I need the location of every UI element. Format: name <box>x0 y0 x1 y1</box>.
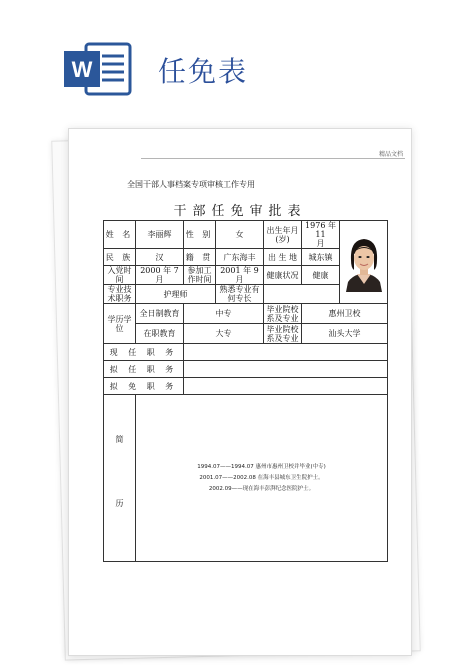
row-full-time-edu <box>104 304 388 324</box>
value-current-post <box>184 344 388 361</box>
resume-line-2: 2001.07——2002.08 在海丰县城东卫生院护士。 <box>199 474 324 481</box>
value-birthplace: 城东镇 <box>302 249 340 266</box>
resume-line-3: 2002.09——现在海丰彭湃纪念医院护士。 <box>208 485 315 492</box>
value-party-join: 2000 年 7 月 <box>136 266 184 285</box>
value-health: 健康 <box>302 266 340 285</box>
label-resume-char-1: 简 <box>115 435 124 444</box>
label-name: 姓 名 <box>104 221 136 249</box>
value-in-service-edu: 大专 <box>184 324 264 344</box>
document-header <box>0 0 474 110</box>
row-resume <box>104 395 388 562</box>
row-proposed-removal <box>104 378 388 395</box>
photo-cell <box>340 221 388 304</box>
value-full-time-edu: 中专 <box>184 304 264 324</box>
word-document-icon <box>62 40 132 98</box>
label-tech-title: 专业技术职务 <box>104 285 136 304</box>
value-full-time-school: 惠州卫校 <box>302 304 388 324</box>
row-name <box>104 221 388 249</box>
corner-label: 精品文档 <box>378 151 403 158</box>
resume-content <box>136 395 388 562</box>
document-name: 任免表 <box>158 55 249 88</box>
form-table <box>103 220 388 562</box>
value-proposed-removal <box>184 378 388 395</box>
word-letter: W <box>71 57 93 82</box>
label-expertise: 熟悉专业有何专长 <box>216 285 264 304</box>
label-in-service-school: 毕业院校系及专业 <box>264 324 302 344</box>
value-proposed-post <box>184 361 388 378</box>
label-party-join: 入党时间 <box>104 266 136 285</box>
label-resume <box>104 395 136 562</box>
label-birth: 出生年月(岁) <box>264 221 302 249</box>
label-in-service: 在职教育 <box>136 324 184 344</box>
value-birth: 1976 年 11 月 <box>302 221 340 249</box>
portrait-image <box>340 232 387 292</box>
label-native-place: 籍 贯 <box>184 249 216 266</box>
row-proposed-post <box>104 361 388 378</box>
label-birthplace: 出 生 地 <box>264 249 302 266</box>
label-proposed-removal: 拟 免 职 务 <box>104 378 184 395</box>
row-current-post <box>104 344 388 361</box>
row-in-service-edu <box>104 324 388 344</box>
value-ethnicity: 汉 <box>136 249 184 266</box>
value-gender: 女 <box>216 221 264 249</box>
label-resume-char-2: 历 <box>115 499 124 508</box>
portrait-photo <box>340 232 387 292</box>
value-native-place: 广东海丰 <box>216 249 264 266</box>
label-full-time-school: 毕业院校系及专业 <box>264 304 302 324</box>
value-tech-title: 护理师 <box>136 285 216 304</box>
header-rule <box>141 158 405 159</box>
label-work-start: 参加工作时间 <box>184 266 216 285</box>
label-ethnicity: 民 族 <box>104 249 136 266</box>
value-in-service-school: 汕头大学 <box>302 324 388 344</box>
document-page <box>68 128 412 656</box>
form-title: 干部任免审批表 <box>173 204 307 219</box>
label-proposed-post: 拟 任 职 务 <box>104 361 184 378</box>
approval-form <box>103 220 387 562</box>
label-gender: 性 别 <box>184 221 216 249</box>
label-education-degree: 学历学位 <box>104 304 136 344</box>
form-subtitle: 全国干部人事档案专项审核工作专用 <box>127 180 255 189</box>
value-name: 李丽辉 <box>136 221 184 249</box>
label-health: 健康状况 <box>264 266 302 285</box>
label-full-time: 全日制教育 <box>136 304 184 324</box>
value-work-start: 2001 年 9 月 <box>216 266 264 285</box>
label-current-post: 现 任 职 务 <box>104 344 184 361</box>
resume-line-1: 1994.07——1994.07 惠州市惠州卫校并毕业(中专) <box>197 463 326 470</box>
value-expertise <box>264 285 340 304</box>
